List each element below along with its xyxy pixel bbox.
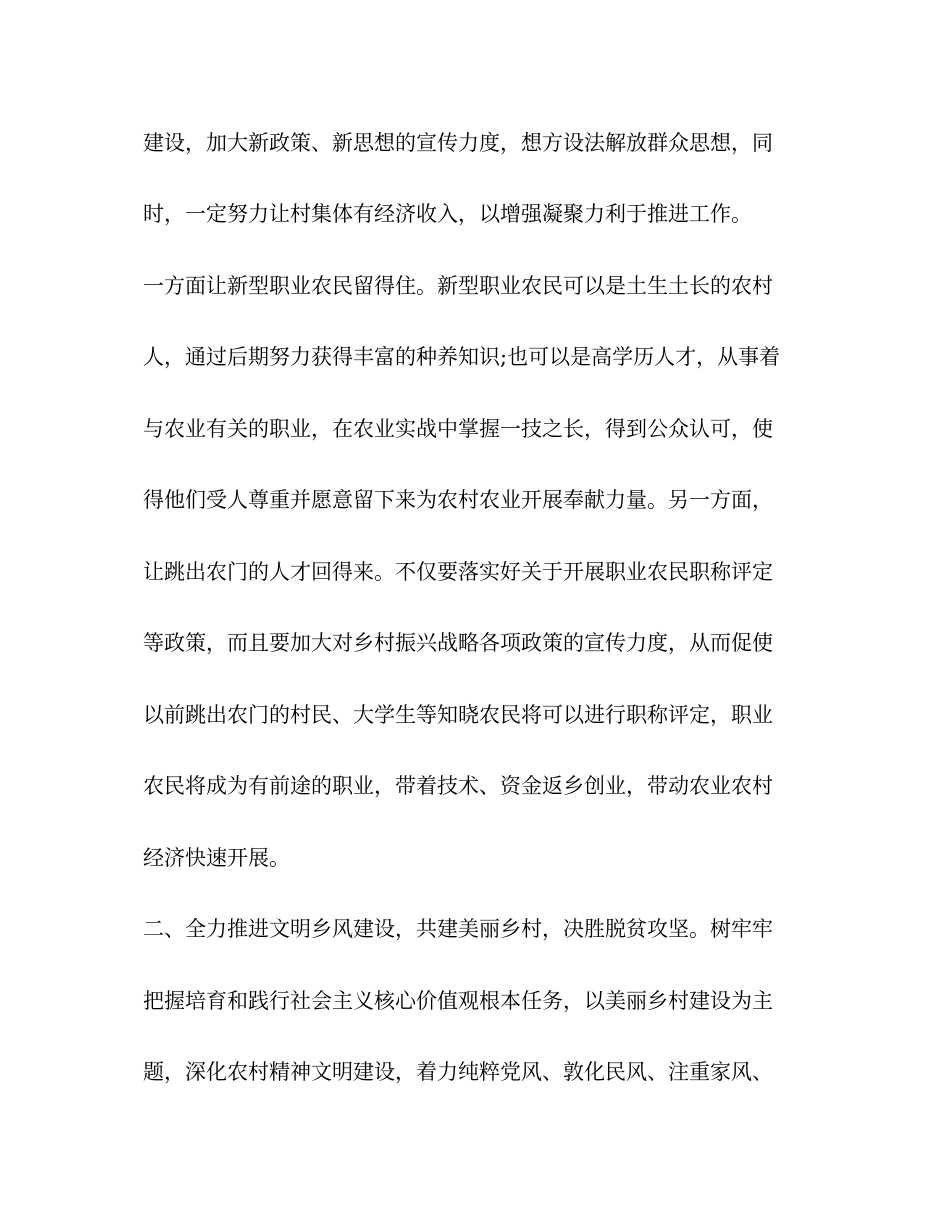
text-line-12: 二、全力推进文明乡风建设，共建美丽乡村，决胜脱贫攻坚。树牢牢 (143, 917, 773, 941)
text-line-2: 时，一定努力让村集体有经济收入，以增强凝聚力利于推进工作。 (143, 202, 752, 226)
text-line-9: 以前跳出农门的村民、大学生等知晓农民将可以进行职称评定，职业 (143, 703, 773, 727)
text-line-1: 建设，加大新政策、新思想的宣传力度，想方设法解放群众思想，同 (143, 131, 773, 155)
text-line-8: 等政策，而且要加大对乡村振兴战略各项政策的宣传力度，从而促使 (143, 631, 773, 655)
text-line-4: 人，通过后期努力获得丰富的种养知识;也可以是高学历人才，从事着 (143, 345, 781, 369)
text-line-7: 让跳出农门的人才回得来。不仅要落实好关于开展职业农民职称评定 (143, 560, 773, 584)
text-line-10: 农民将成为有前途的职业，带着技术、资金返乡创业，带动农业农村 (143, 774, 773, 798)
text-line-5: 与农业有关的职业，在农业实战中掌握一技之长，得到公众认可，使 (143, 417, 773, 441)
text-line-13: 把握培育和践行社会主义核心价值观根本任务，以美丽乡村建设为主 (143, 989, 773, 1013)
text-line-11: 经济快速开展。 (143, 846, 290, 870)
text-line-14: 题，深化农村精神文明建设，着力纯粹党风、敦化民风、注重家风、 (143, 1060, 773, 1084)
text-line-3: 一方面让新型职业农民留得住。新型职业农民可以是土生土长的农村 (143, 274, 773, 298)
text-line-6: 得他们受人尊重并愿意留下来为农村农业开展奉献力量。另一方面， (143, 488, 773, 512)
